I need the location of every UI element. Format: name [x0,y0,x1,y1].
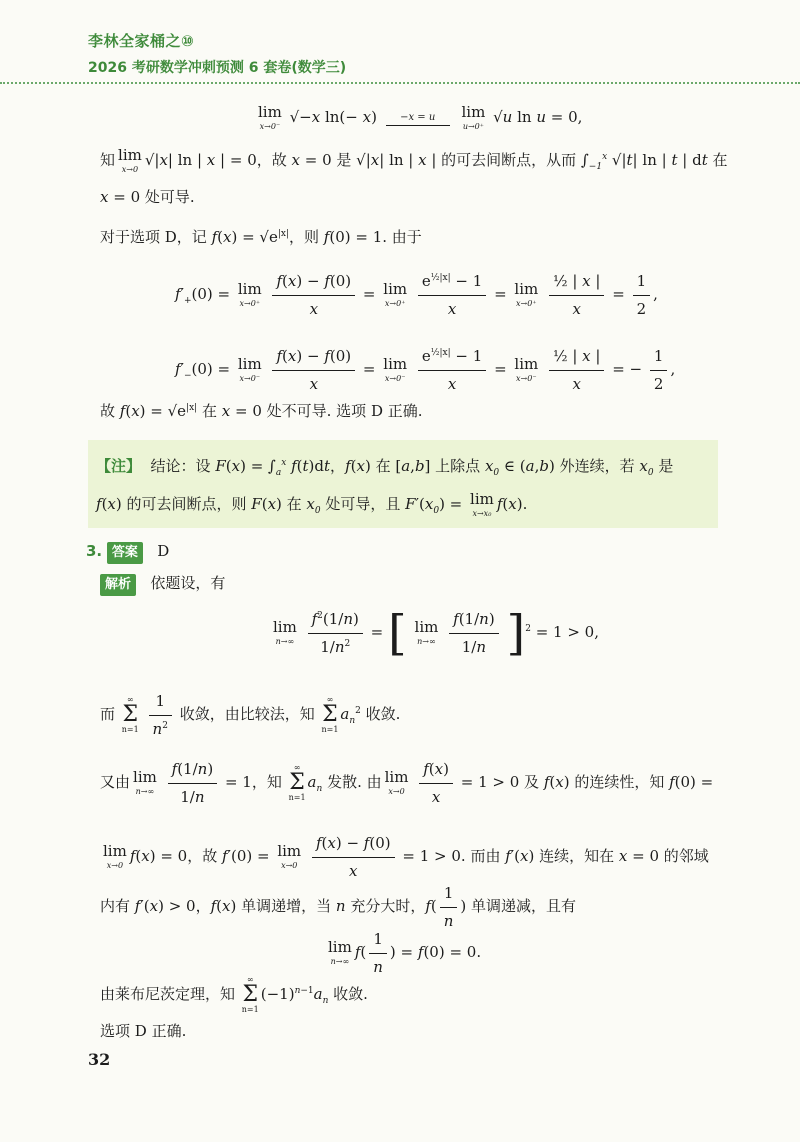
analysis-intro: 依题设，有 [150,574,226,592]
answer-value: D [157,542,170,560]
text-leibniz: 由莱布尼茨定理，知 ∞ Σ n=1 $(-1)^{n-1}a_n$ 收敛. [100,975,368,1014]
header-dotted-rule [0,82,800,84]
question-number: 3. [86,542,103,560]
text-differentiable-at-zero: x = 0 处可导. [100,188,195,206]
analysis-tag: 解析 [100,574,136,596]
question-3-answer-row [86,540,169,564]
equation-limit-squared: lim n→∞ $\frac{f^2(1/n)}{1/n^2}$ = [ lim n→∞ $\frac{f(1/n)}{1/n}$ ]$^2$ = 1 > 0, [273,605,599,661]
note-tag: 【注】 [96,457,142,475]
text-removable-discontinuity: 知 lim x→0 √|x| ln | x | = 0，故 x = 0 是 √|x| ln | x | 的可去间断点，从而 $\int_{-1}^x$ √|t| ln | t | dt 在 [100,146,728,174]
equation-right-derivative: $f'_+(0)$ = lim x→0⁺ $\frac{f(x) - f(0)}{x}$ = lim x→0⁺ $\frac{e^{\frac{1}{2}|x|} - 1}{x}$ = lim x→0⁺ $\frac{\text{½ | x |}}{x}$ = $\frac{1}{2}$ , [175,272,658,318]
text-option-d-definition: 对于选项 D，记 $f(x) = √e^{|x|}$，则 f(0) = 1. 由于 [100,228,422,246]
text-option-d-conclusion: 故 $f(x) = √e^{|x|}$ 在 x = 0 处不可导. 选项 D 正确. [100,402,423,420]
answer-tag: 答案 [107,542,143,564]
text-derivative-positive: lim x→0 f(x) = 0，故 f′(0) = lim x→0 $\frac{f(x) - f(0)}{x}$ = 1 > 0. 而由 f′(x) 连续，知在 x = 0 的邻域 [103,834,709,880]
note-line-1: 【注】 结论：设 $F(x) = \int_a^x$ f(t)dt，f(x) 在 [a,b] 上除点 $x_0$ ∈ (a,b) 外连续，若 $x_0$ 是 [96,457,674,478]
header-book-title: 2026 考研数学冲刺预测 6 套卷(数学三) [88,60,347,76]
equation-limit-zero: lim n→∞ f( $\frac{1}{n}$ ) = f(0) = 0. [328,930,482,976]
equation-left-derivative: $f'_-(0)$ = lim x→0⁻ $\frac{f(x) - f(0)}{x}$ = lim x→0⁻ $\frac{e^{\frac{1}{2}|x|} - 1}{x}$ = lim x→0⁻ $\frac{\text{½ | x |}}{x}$ = − $\frac{1}{2}$ , [175,347,676,393]
header-series-title: 李林全家桶之⑩ [88,32,195,50]
text-divergence: 又由 lim n→∞ $\frac{f(1/n)}{1/n}$ = 1，知 ∞ Σ n=1 $a_n$ 发散. 由 lim x→0 $\frac{f(x)}{x}$ = 1 > 0 及 f(x) 的连续性，知 f(0) = [100,760,714,806]
running-header [88,30,346,77]
analysis-row [100,572,225,596]
text-comparison-test: 而 ∞ Σ n=1 $\frac{1}{n^2}$ 收敛，由比较法，知 ∞ Σ n=1 $a_n^2$ 收敛. [100,692,401,738]
page-number: 32 [88,1050,111,1069]
text-final-answer: 选项 D 正确. [100,1022,187,1040]
text-monotonic: 内有 f′(x) > 0，f(x) 单调递增，当 n 充分大时，f( $\frac{1}{n}$ ) 单调递减，且有 [100,884,577,930]
equation-limit-substitution: lim x→0⁻ √−x ln(− x) −x = u lim u→0⁺ √u ln u = 0, [258,103,583,131]
note-line-2: f(x) 的可去间断点，则 F(x) 在 $x_0$ 处可导，且 $F'(x_0)$ = lim x→x₀ f(x). [96,490,528,518]
